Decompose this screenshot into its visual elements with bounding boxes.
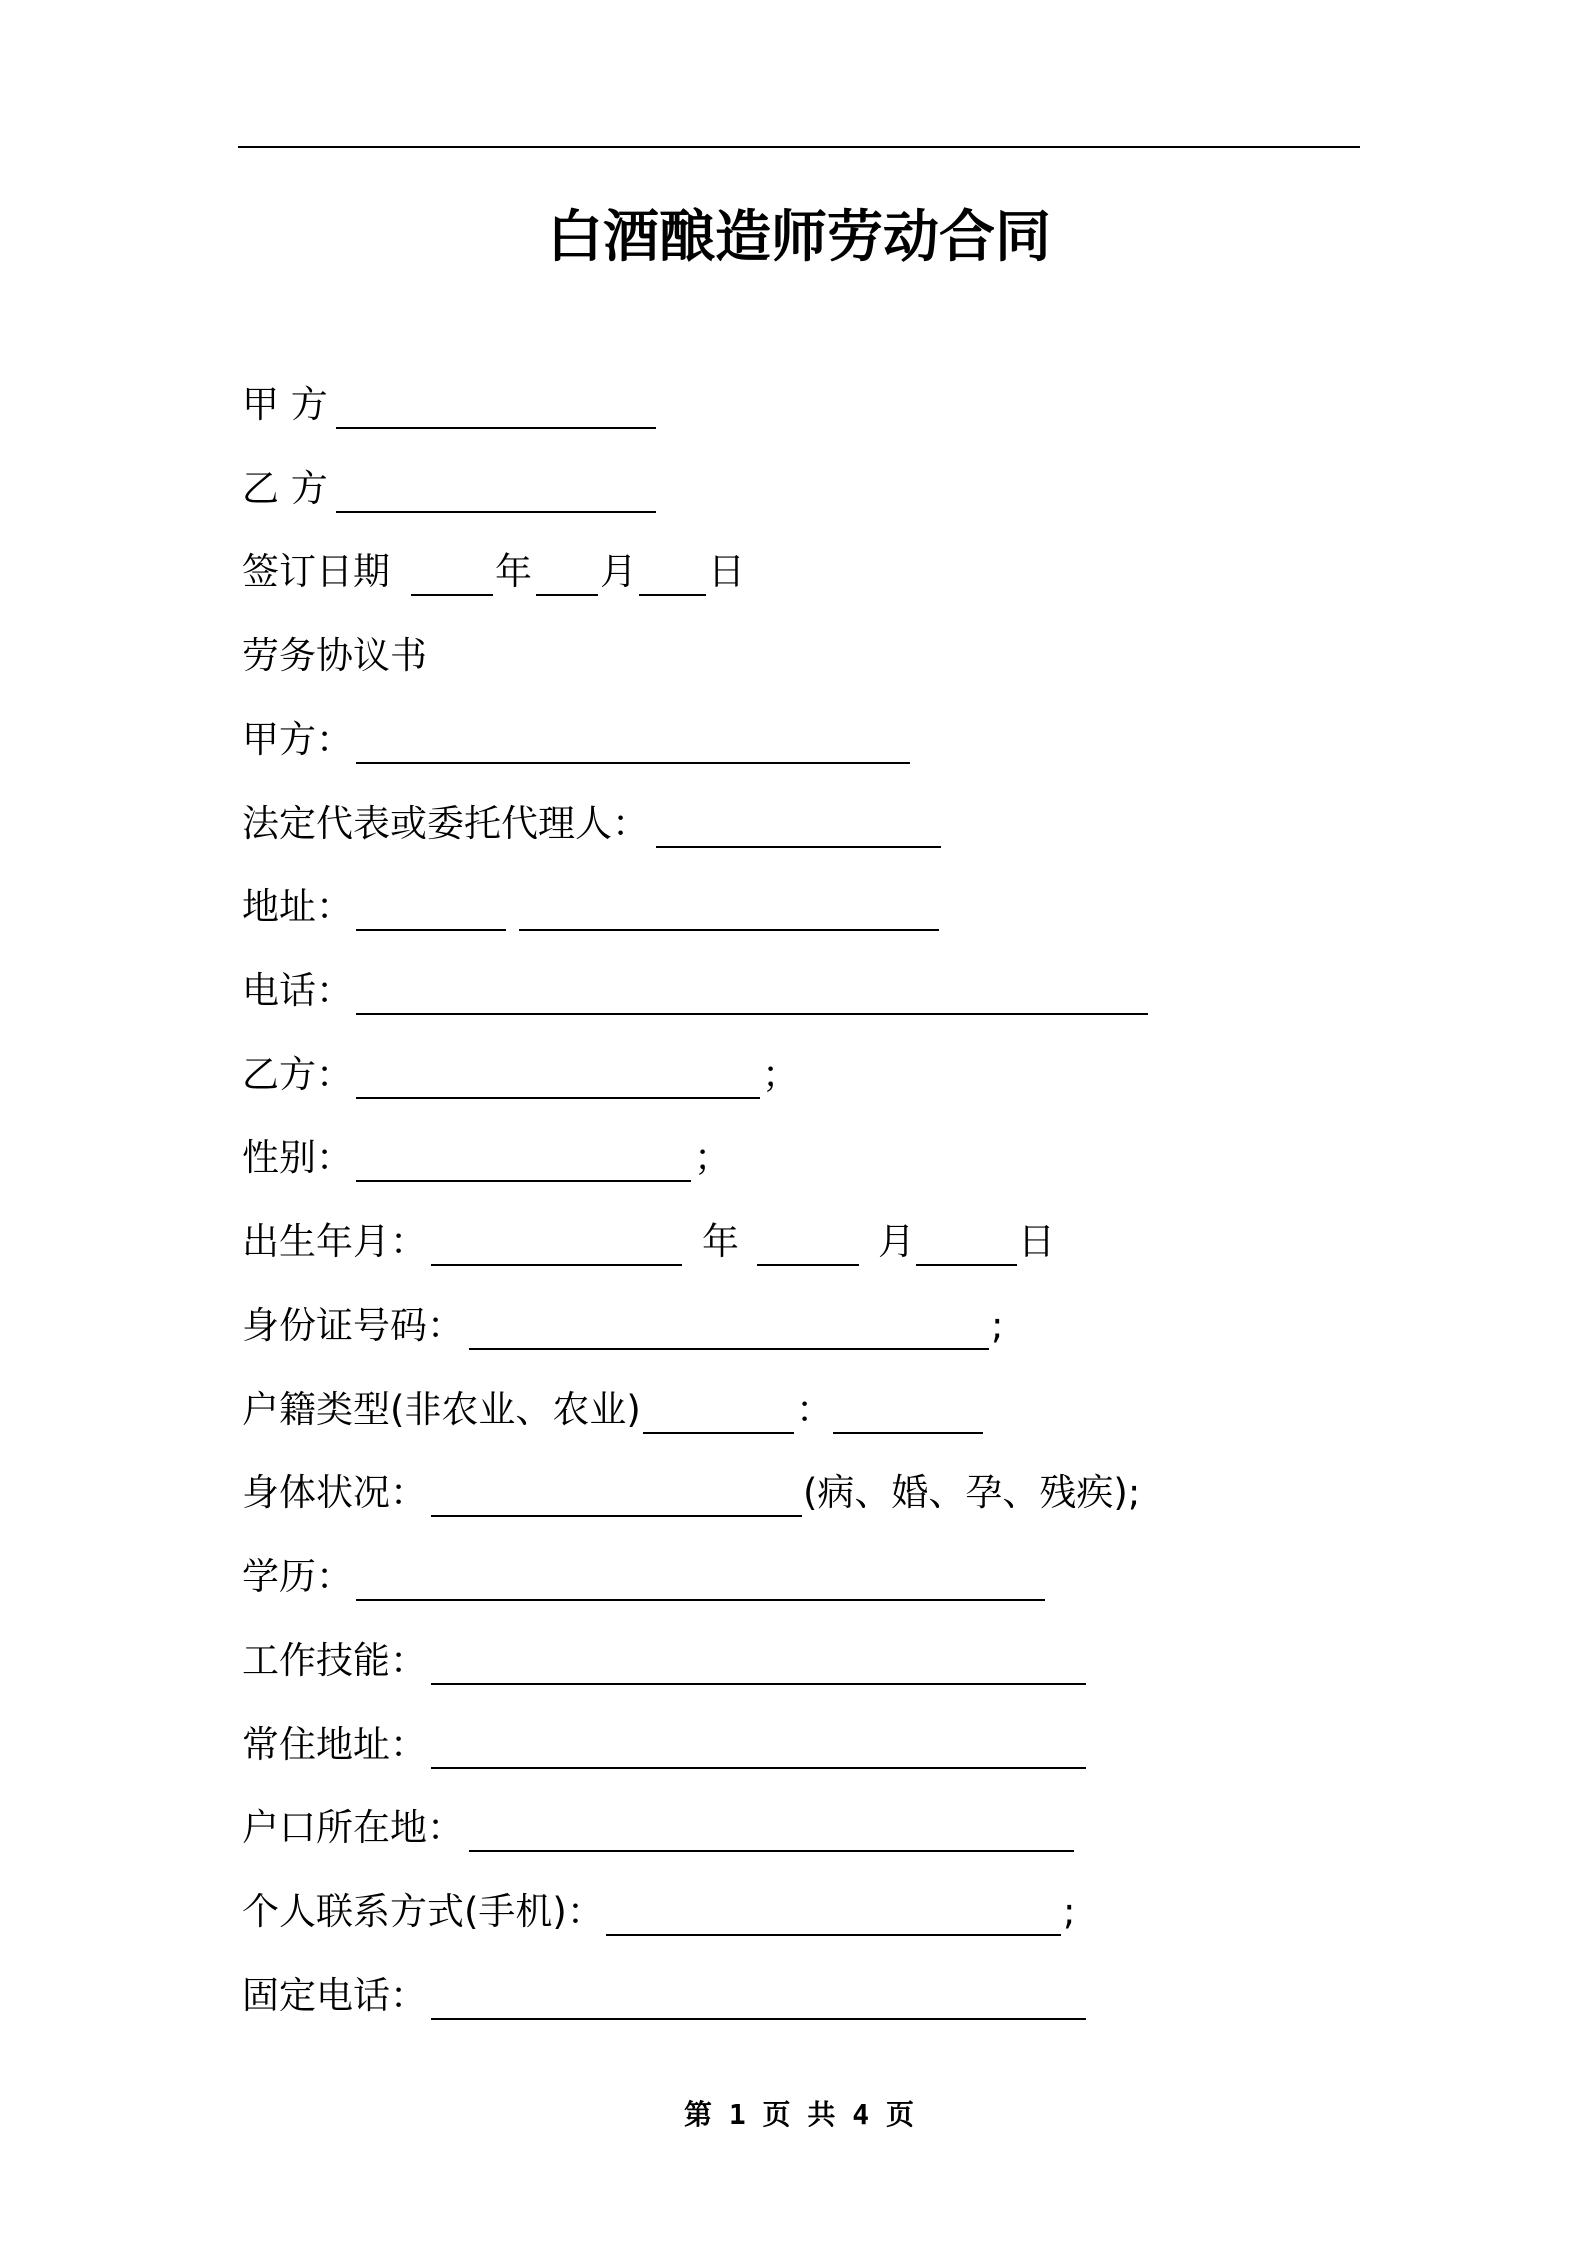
party-b-name-blank (356, 1097, 760, 1099)
sign-date-month-blank (536, 594, 598, 596)
party-a-phone-row (0, 949, 1586, 1033)
party-b-hukou-location-label: 户口所在地： (242, 1806, 464, 1850)
sign-date-year-unit: 年 (495, 550, 532, 594)
party-b-household-type-blank-1 (643, 1432, 794, 1434)
party-b-health-row (0, 1451, 1586, 1535)
party-b-health-options: (病、婚、孕、残疾); (803, 1471, 1141, 1515)
party-a-representative-row (0, 782, 1586, 866)
party-b-health-label: 身体状况： (242, 1471, 427, 1515)
page-number: 第 1 页 共 4 页 (683, 2098, 914, 2131)
document-title: 白酒酿造师劳动合同 (547, 205, 1051, 270)
party-b-education-label: 学历： (242, 1555, 353, 1599)
agreement-heading-row (0, 614, 1586, 698)
party-a-name-label: 甲方： (242, 717, 353, 761)
party-a-address-label: 地址： (242, 885, 353, 929)
party-b-household-type-blank-2 (833, 1432, 983, 1434)
party-a-phone-label: 电话： (242, 969, 353, 1013)
party-b-id-number-row (0, 1284, 1586, 1368)
agreement-heading: 劳务协议书 (242, 634, 427, 678)
party-b-name-row (0, 1033, 1586, 1117)
party-b-mobile-suffix: ; (1063, 1889, 1076, 1933)
sign-date-day-unit: 日 (708, 550, 745, 594)
party-b-birth-day-unit: 日 (1018, 1220, 1055, 1264)
party-b-birth-label: 出生年月： (242, 1220, 427, 1264)
party-b-birth-month-blank (757, 1264, 859, 1266)
contract-form (0, 363, 1586, 2037)
party-b-residence-blank (431, 1767, 1086, 1769)
party-b-landline-label: 固定电话： (242, 1973, 427, 2017)
party-a-address-blank-2 (519, 929, 939, 931)
party-a-address-blank-1 (356, 929, 506, 931)
party-b-household-type-label: 户籍类型(非农业、农业) (242, 1387, 641, 1431)
party-b-birth-month-unit: 月 (878, 1220, 915, 1264)
party-a-name-blank (356, 762, 910, 764)
party-b-id-number-blank (469, 1348, 989, 1350)
party-b-gender-label: 性别： (242, 1136, 353, 1180)
party-b-education-blank (356, 1599, 1045, 1601)
party-b-name-label: 乙方： (242, 1052, 353, 1096)
party-b-id-number-suffix: ; (991, 1303, 1004, 1347)
sign-date-year-blank (411, 594, 493, 596)
party-b-residence-row (0, 1703, 1586, 1787)
party-a-phone-blank (356, 1013, 1148, 1015)
cover-party-b-label: 乙 方 (242, 466, 328, 510)
cover-party-b-blank (336, 511, 656, 513)
party-b-mobile-label: 个人联系方式(手机)： (242, 1889, 604, 1933)
cover-party-b-row (0, 447, 1586, 531)
sign-date-row (0, 530, 1586, 614)
party-b-mobile-row (0, 1870, 1586, 1954)
party-b-gender-blank (356, 1180, 691, 1182)
sign-date-day-blank (639, 594, 706, 596)
party-b-hukou-location-row (0, 1786, 1586, 1870)
party-a-representative-label: 法定代表或委托代理人： (242, 801, 649, 845)
party-b-mobile-blank (606, 1934, 1061, 1936)
party-a-address-row (0, 865, 1586, 949)
party-b-education-row (0, 1535, 1586, 1619)
sign-date-month-unit: 月 (600, 550, 637, 594)
party-b-birth-year-blank (431, 1264, 682, 1266)
party-b-birth-day-blank (916, 1264, 1017, 1266)
cover-party-a-row (0, 363, 1586, 447)
party-b-gender-row (0, 1116, 1586, 1200)
party-b-gender-suffix: ； (694, 1136, 731, 1180)
party-b-hukou-location-blank (469, 1850, 1074, 1852)
sign-date-label: 签订日期 (242, 550, 390, 594)
party-b-household-type-row (0, 1368, 1586, 1452)
party-a-representative-blank (656, 846, 941, 848)
party-b-name-suffix: ； (762, 1052, 799, 1096)
party-b-landline-row (0, 1954, 1586, 2038)
party-b-id-number-label: 身份证号码： (242, 1303, 464, 1347)
party-b-skills-row (0, 1619, 1586, 1703)
party-b-birth-row (0, 1200, 1586, 1284)
cover-party-a-label: 甲 方 (242, 383, 328, 426)
party-b-birth-year-unit: 年 (702, 1220, 739, 1264)
party-b-household-type-separator: ： (796, 1387, 833, 1431)
cover-party-a-blank (336, 427, 656, 429)
party-a-name-row (0, 698, 1586, 782)
party-b-skills-label: 工作技能： (242, 1638, 427, 1682)
party-b-health-blank (431, 1515, 802, 1517)
party-b-landline-blank (431, 2018, 1086, 2020)
header-rule (238, 146, 1360, 148)
party-b-skills-blank (431, 1683, 1086, 1685)
party-b-residence-label: 常住地址： (242, 1722, 427, 1766)
